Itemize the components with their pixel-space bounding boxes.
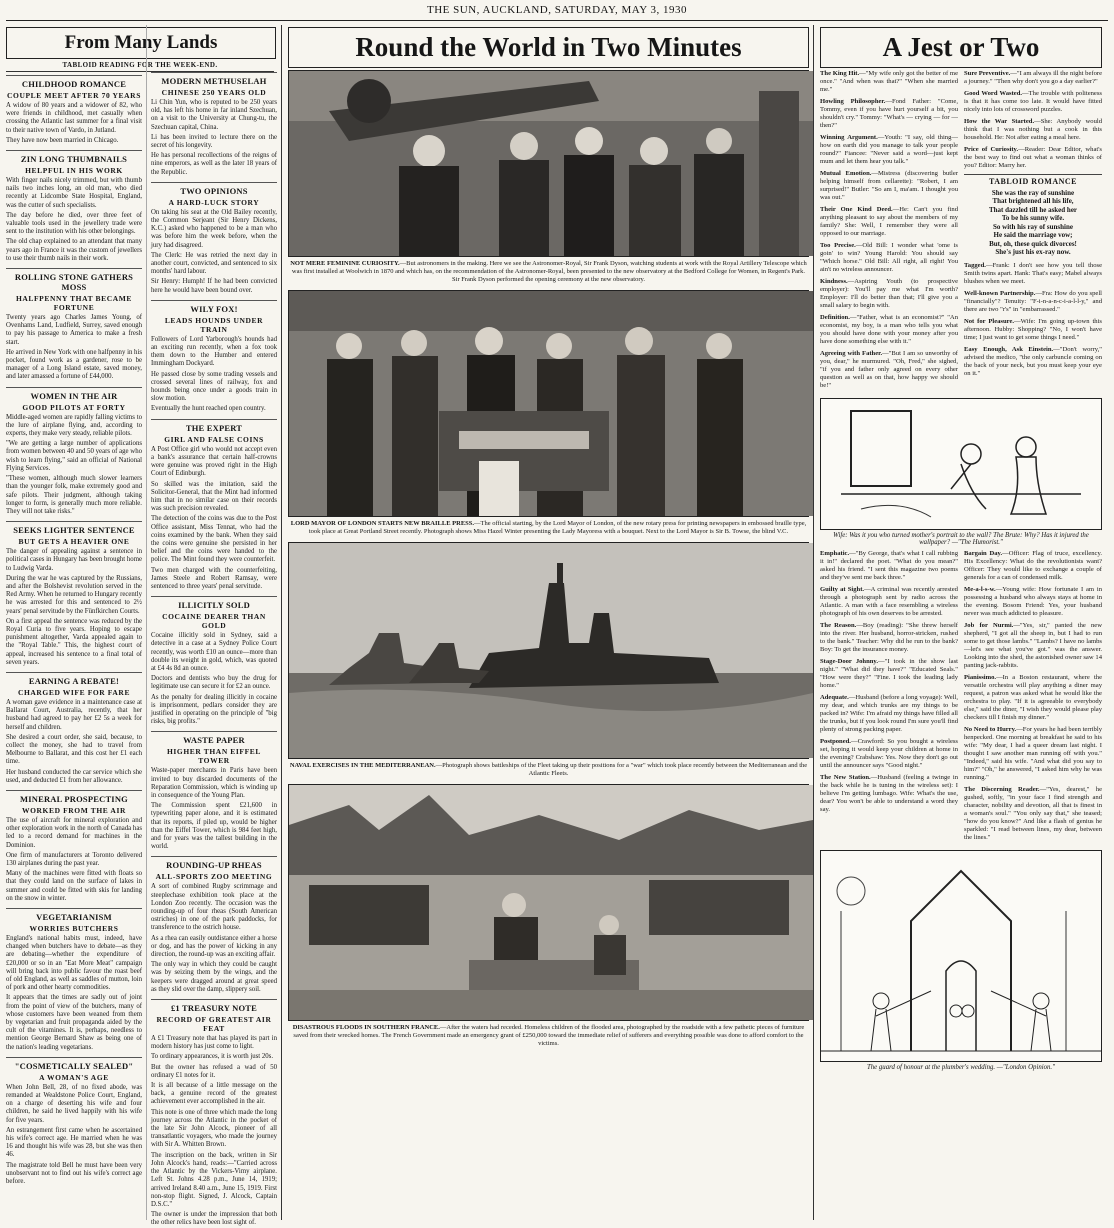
story-paragraph: During the war he was captured by the Russians, and after the Bolshevist revolution served in the Red Army. When he returned to Hungary recently he was arrested for this and sentenced to 2½ years' penal servitude by the Fünfkirchen Courts. <box>6 574 142 615</box>
joke-text: —Fond Father: "Come, Tommy, even if you have hurt yourself a bit, you shouldn't cry." Tommy: "What's — crying — for — then?" <box>820 98 958 129</box>
story <box>6 387 142 516</box>
story-headline: £1 TREASURY NOTE <box>151 999 277 1013</box>
joke <box>964 146 1102 170</box>
joke-title: Guilty at Sight. <box>820 586 865 593</box>
joke-text: —"Father, what is an economist?" "An economist, my boy, is a man who tells you what you should have done with your money after you have done something else with it." <box>820 314 958 345</box>
story-paragraph: On a first appeal the sentence was reduced by the Royal Curia to five years. Hoping to escape punishment altogether, Varda appealed again to the "Royal Table." This, the highest court of appeal, increased his sentence to a final total of seven years. <box>6 617 142 666</box>
story <box>151 72 277 177</box>
story-subheadline: HELPFUL IN HIS WORK <box>25 166 123 176</box>
caption-astronomers: NOT MERE FEMININE CURIOSITY.—But astronomers in the making. Here we see the Astronomer-Royal, Sir Frank Dyson, watching students at work with the Royal Artillery Telescope which was first installed at Woolwich in 1870 and which has, on the recommendation of the Astronomer-Royal, been presented to the new observatory at the Bedford College for Women, in Regent's Park. Sir Frank Dyson performed the opening ceremony at the new observatory. <box>290 260 807 283</box>
joke-title: Postponed. <box>820 738 851 745</box>
joke <box>820 350 958 390</box>
story-paragraph: Eventually the hunt reached open country. <box>151 405 266 413</box>
cartoon-portrait-caption: Wife: Was it you who turned mother's portrait to the wall? The Brute: Why? Has it injured the wallpaper? —"The Humorist." <box>833 532 1089 546</box>
story-paragraph: Doctors and dentists who buy the drug for legitimate use can secure it for £2 an ounce. <box>151 675 277 691</box>
joke-title: Price of Curiosity. <box>964 146 1019 153</box>
story-headline: WASTE PAPER <box>151 731 277 745</box>
story <box>6 150 142 263</box>
story-subheadline: WORRIES BUTCHERS <box>29 924 119 934</box>
joke-title: Howling Philosopher. <box>820 98 886 105</box>
story-headline: TWO OPINIONS <box>151 182 277 196</box>
story-paragraph: Cocaine illicitly sold in Sydney, said a detective in a case at a Sydney Police Court recently, was worth £10 an ounce—more than double its weight in gold, which, was quoted at £4 4s 8d an ounce. <box>151 632 277 672</box>
joke-text: —"By George, that's what I call rubbing it in!" declared the poet. "What do you mean?" asked his friend. "I sent this magazine two poems and they've sent me back three." <box>820 550 958 581</box>
joke-title: Winning Argument. <box>820 134 878 141</box>
joke-text: —Old Bill: I wonder what 'ome is goin' to win? Young Harold: You should say "Which horse." Old Bill: All right, all right! You ain't no wireless announcer. <box>820 242 958 273</box>
joke <box>964 726 1102 782</box>
joke <box>820 550 958 582</box>
title-spacer <box>151 25 277 72</box>
joke <box>964 262 1102 286</box>
jokes-column-a <box>820 70 958 394</box>
joke-title: Tagged. <box>964 261 986 269</box>
story-paragraph: But the owner has refused a wad of 50 ordinary £1 notes for it. <box>151 1063 277 1079</box>
story <box>151 731 277 851</box>
story-paragraph: Li Chin Yun, who is reputed to be 250 years old, has left his home in far inland Szechuan, on a visit to the University at Chung-tu, the Szechuan capital, China. <box>151 99 277 131</box>
story-paragraph: A £1 Treasury note that has played its part in modern history has just come to light. <box>151 1035 277 1051</box>
joke <box>820 70 958 94</box>
story-subheadline: BUT GETS A HEAVIER ONE <box>18 537 130 547</box>
story-paragraph: As a rhea can easily outdistance either a horse or dog, and has the power of kicking in any direction, the round-up was an exciting affair. <box>151 934 277 959</box>
story-paragraph: The old chap explained to an attendant that many years ago in France it was the custom of jewellers to use their thumb nails in their work. <box>6 238 142 262</box>
round-the-world-section <box>288 25 814 1220</box>
story <box>151 182 277 295</box>
story-paragraph: A widow of 80 years and a widower of 82, who were friends in childhood, met casually when crossing the Atlantic last summer for a final visit to their native town of Vardo, in Jutland. <box>6 102 142 134</box>
story-paragraph: Waste-paper merchants in Paris have been invited to buy discarded documents of the Reparation Commission, which is winding up in consequence of the Young Plan. <box>151 767 277 799</box>
caption-floods-france: DISASTROUS FLOODS IN SOUTHERN FRANCE.—After the waters had receded. Homeless children of the flooded area, photographed by the roadside with a few pathetic pieces of furniture saved from their wrecked homes. The French Government made an emergency grant of £250,000 toward the immediate relief of sufferers and everything possible was done to afford comfort to the victims. <box>292 1024 805 1047</box>
joke-text: —Wife: I'm going up-town this afternoon. Hubby: Shopping? "No, I won't have time; I just want to get some things I need." <box>964 317 1102 341</box>
jokes-list-c <box>964 262 1102 378</box>
jokes-top <box>820 70 1102 394</box>
story <box>6 75 142 145</box>
joke-text: —Young wife: How fortunate I am in possessing a husband who always stays at home in the evening. Bosom Friend: Yes, your husband never was much addicted to pleasure. <box>964 586 1102 617</box>
masthead: THE SUN, AUCKLAND, SATURDAY, MAY 3, 1930 <box>6 4 1108 21</box>
story-paragraph: The Commission spent £21,600 in typewriting paper alone, and it is estimated that its reports, if piled up, would be higher than the Eiffel Tower, which is 984 feet high, and for years was the tallest building in the world. <box>151 802 277 851</box>
joke-title: The Discerning Reader. <box>964 786 1040 793</box>
story-headline: CHILDHOOD ROMANCE <box>6 75 142 89</box>
joke <box>964 622 1102 670</box>
story-paragraph: A sort of combined Rugby scrimmage and steeplechase exhibition took place at the London Zoo recently. The occasion was the rounding-up of four rheas (South American ostriches) in one of the park paddocks, for transference to the ostrich house. <box>151 883 277 932</box>
story <box>6 1057 142 1186</box>
story-paragraph: Li has been invited to lecture there on the secret of his longevity. <box>151 133 277 150</box>
photo-floods-france <box>288 784 809 1021</box>
joke <box>964 318 1102 342</box>
story-headline: THE EXPERT <box>151 419 277 433</box>
left-column-b <box>146 25 277 1227</box>
photo-naval-exercises <box>288 542 809 759</box>
jokes-middle <box>820 550 1102 846</box>
poem-lines <box>964 189 1102 257</box>
story-subheadline: CHARGED WIFE FOR FARE <box>17 687 131 697</box>
joke-text: —Frank: I don't see how you tell those Smith twins apart. Hank: That's easy; Mabel always blushes when we meet. <box>964 261 1102 285</box>
story-paragraph: The inscription on the back, written in Sir John Alcock's hand, reads:—"Carried across the Atlantic by the Vickers-Vimy airplane. Left St. Johns 4.28 p.m., June 14, 1919; arrived Ireland 8.40 a.m., June 15, 1919. First non-stop flight. Signed, J. Alcock, Captain D.S.C." <box>151 1151 277 1208</box>
story-paragraph: A Post Office girl who would not accept even a bank's assurance that certain half-crowns were genuine was proved right in the High Court of Edinburgh. <box>151 445 277 478</box>
joke-title: Kindness. <box>820 278 848 285</box>
story-paragraph: They have now been married in Chicago. <box>6 136 119 144</box>
story-headline: EARNING A REBATE! <box>6 672 142 686</box>
joke-text: —Mistress (discovering butler helping himself from cellarette): "Robert, I am surprised!" Butler: "So am I, ma'am. I thought you was out." <box>820 170 959 201</box>
section-title-from-many-lands: From Many Lands <box>6 27 276 59</box>
story-paragraph: This note is one of three which made the long journey across the Atlantic in the pocket of the late Sir John Alcock, pioneer of all transatlantic voyagers, who made the journey with Sir A. Whitten Brown. <box>151 1108 277 1149</box>
story-headline: SEEKS LIGHTER SENTENCE <box>6 521 142 535</box>
joke-title: Bargain Day. <box>964 550 1003 557</box>
jest-or-two-section <box>820 25 1102 1220</box>
tabloid-romance-poem <box>964 174 1102 257</box>
joke-title: Emphatic. <box>820 550 850 557</box>
story-paragraph: The day before he died, over three feet of valuable tools used in the jewellery trade were sent to the institution with his other belongings. <box>6 211 142 236</box>
story <box>6 790 142 903</box>
story-paragraph: The detection of the coins was due to the Post Office assistant, Miss Tennat, who had the coins examined by the bank. When they said the coins were genuine she persisted in her belief and the coins were handed to the police. The Mint found they were counterfeit. <box>151 515 277 564</box>
story-headline: WILY FOX! <box>151 300 277 314</box>
section-title-jest: A Jest or Two <box>820 27 1102 68</box>
joke-title: Good Word Wasted. <box>964 90 1023 97</box>
story-subheadline: GOOD PILOTS AT FORTY <box>22 402 126 412</box>
story-subheadline: A HARD-LUCK STORY <box>168 197 260 207</box>
joke <box>964 786 1102 842</box>
story-paragraph: The owner is under the impression that both the other relics have been lost sight of. <box>151 1211 277 1227</box>
story-paragraph: "We are getting a large number of applications from women between 40 and 50 years of age who wish to learn flying," said an official of National Flying Services. <box>6 440 142 472</box>
story-paragraph: The use of aircraft for mineral exploration and other exploration work in the north of Canada has led to a record demand for machines in the Dominion. <box>6 816 142 849</box>
joke-title: No Need to Hurry. <box>964 726 1017 733</box>
story-paragraph: When John Bell, 28, of no fixed abode, was remanded at Wealdstone Police Court, England, on a charge of deserting his wife and four children, he said he lived happily with his wife for five years. <box>6 1083 142 1124</box>
poem-line: To be his sunny wife. <box>1001 214 1065 222</box>
joke-title: Easy Enough, Ask Einstein. <box>964 345 1054 353</box>
joke <box>820 774 958 814</box>
joke-title: Too Precise. <box>820 242 856 249</box>
story-paragraph: He has personal recollections of the reigns of nine emperors, as well as the later 18 years of the Republic. <box>151 152 277 176</box>
joke-text: —The trouble with politeness is that it has come too late. It would have fitted nicely into lots of crossword puzzles. <box>964 90 1102 113</box>
joke-text: —He: Can't you find anything pleasant to say about the members of my family? She: Well, I remember they were all opposed to our marriage. <box>820 206 958 237</box>
joke-text: —Fra: How do you spell "financially"? Tenuity: "F-i-n-a-n-c-i-a-l-l-y," and there are two "r's" in "embarrassed." <box>964 289 1102 313</box>
story <box>6 908 142 1052</box>
story-paragraph: The magistrate told Bell he must have been very unobservant not to find out his wife's correct age before. <box>6 1161 142 1186</box>
joke-text: —"My wife only got the better of me once." "And when was that?" "When she married me." <box>820 70 958 93</box>
story-paragraph: He arrived in New York with one halfpenny in his pocket, found work as a gardener, rose to be manager of a Long Island estate, saved money, and later amassed a fortune of £44,000. <box>6 348 142 381</box>
joke <box>964 346 1102 378</box>
joke-title: The King Hit. <box>820 70 860 77</box>
story-paragraph: Twenty years ago Charles James Young, of Ovenhams Land, Ludfield, Surrey, saved enough to pay his passage to America to make a fresh start. <box>6 314 142 346</box>
joke <box>964 90 1102 114</box>
story-headline: WOMEN IN THE AIR <box>6 387 142 401</box>
story-subheadline: COUPLE MEET AFTER 70 YEARS <box>7 91 141 100</box>
cartoon-plumber-caption: The guard of honour at the plumber's wedding. —"London Opinion." <box>867 1064 1055 1071</box>
story <box>151 596 277 726</box>
section-title-round-the-world: Round the World in Two Minutes <box>288 27 809 68</box>
joke-text: —Aspiring Youth (to prospective employer): You'll pay me what I'm worth? Employer: I'll do better than that; I'll give you a small salary to begin with. <box>820 278 958 309</box>
jokes-list-b <box>964 70 1102 170</box>
joke <box>964 550 1102 582</box>
story-paragraph: Two men charged with the counterfeiting, James Steele and Robert Ramsay, were sentenced to three years' penal servitude. <box>151 566 277 590</box>
joke-text: —"Yes, dearest," he gushed, softly, "in your face I find strength and character, nobility and devotion, all that is finest in a woman's soul." "You only say that," she teased; "how do you know?" And like a flash of genius he sparkled: "I read between lines, my dear, between the lines." <box>964 786 1102 841</box>
story-paragraph: One firm of manufacturers at Toronto delivered 130 airplanes during the past year. <box>6 851 142 867</box>
joke-text: —"I took in the show last night." "What did they have?" "Educated Seals." "How were they?" "Fine. I took the leading lady home." <box>820 658 958 689</box>
joke-text: —A criminal was recently arrested through a photograph sent by radio across the Atlantic. A man with a face resembling a wireless photograph of his own deserves to be arrested. <box>820 586 958 617</box>
story-headline: ROLLING STONE GATHERS MOSS <box>6 268 142 292</box>
story-subheadline: HALFPENNY THAT BECAME FORTUNE <box>15 294 133 313</box>
cartoon-portrait <box>820 398 1102 530</box>
joke <box>820 622 958 654</box>
story <box>151 999 277 1227</box>
joke <box>820 170 958 202</box>
story-paragraph: Followers of Lord Yarborough's hounds had an exciting run recently, when a fox took them down to the Humber and entered Immingham Dockyard. <box>151 335 277 368</box>
poem-line: That dazzled till he asked her <box>988 205 1078 214</box>
story-paragraph: An estrangement first came when he ascertained his wife's correct age. He married when he was 16 and thought his wife was 28, but she was then 46. <box>6 1126 142 1159</box>
joke-text: —Boy (reading): "She threw herself into the river. Her husband, horror-stricken, rushed to the bank." Teacher: Why did he run to the bank? Boy: To get the insurance money. <box>820 622 958 653</box>
joke <box>964 290 1102 314</box>
joke-text: —For years he had been terribly henpecked. One morning at breakfast he said to his wife: "My dear, I had a queer dream last night. I thought I saw another man running off with you." "Indeed," said his wife. "And what did you say to him?" "Oh," he answered, "I asked him why he was running." <box>964 726 1102 781</box>
joke-title: Sure Preventive. <box>964 70 1011 77</box>
jokes-column-e <box>964 550 1102 846</box>
story-paragraph: Sir Henry: Humph! If he had been convicted here he would have been bound over. <box>151 278 277 294</box>
joke-title: Well-known Partnership. <box>964 289 1036 297</box>
joke <box>964 586 1102 618</box>
story-subheadline: RECORD OF GREATEST AIR FEAT <box>156 1015 272 1034</box>
story-headline: ILLICITLY SOLD <box>151 596 277 610</box>
story-paragraph: The only way in which they could be caught was by seizing them by the wings, and the keepers were dragged around at great speed as they slid over the damp, slippery soil. <box>151 961 277 993</box>
joke-title: Their One Kind Deed. <box>820 206 893 213</box>
story-paragraph: He passed close by some trading vessels and crossed several lines of railway, fox and hounds being once under a goods train in slow motion. <box>151 370 277 403</box>
story-paragraph: England's national habits must, indeed, have changed when butchers have to debate—as they are debating—whether the expenditure of £20,000 or so in an "Eat More Meat" campaign will bring back into public favour the roast beef of old England, as well as saddles of mutton, loin of pork and other hearty commodities. <box>6 935 142 992</box>
joke <box>820 694 958 734</box>
poem-line: That brightened all his life, <box>992 197 1074 205</box>
story <box>6 672 142 785</box>
photo-astronomers <box>288 70 809 257</box>
joke-title: Pianissimo. <box>964 674 997 681</box>
joke-title: Agreeing with Father. <box>820 350 883 357</box>
story-headline: MINERAL PROSPECTING <box>6 790 142 804</box>
story-paragraph: To ordinary appearances, it is worth just 20s. <box>151 1053 274 1061</box>
from-many-lands-section <box>6 25 282 1227</box>
poem-line: But, oh, these quick divorces! <box>989 239 1077 248</box>
story <box>151 300 277 414</box>
poem-line: She's just his ex-ray now. <box>995 248 1071 256</box>
joke-title: The New Station. <box>820 774 871 781</box>
joke-title: How the War Started. <box>964 118 1035 125</box>
joke-title: Me-a-l-s-w. <box>964 586 996 593</box>
joke <box>820 658 958 690</box>
poem-line: She was the ray of sunshine <box>991 188 1075 197</box>
story-paragraph: The Clerk: He was retried the next day in another court, convicted, and sentenced to six months' hard labour. <box>151 251 277 276</box>
cartoon-plumber-wedding <box>820 850 1102 1062</box>
joke <box>820 98 958 130</box>
story-subheadline: COCAINE DEARER THAN GOLD <box>162 612 266 631</box>
joke <box>820 314 958 346</box>
photo-braille-press <box>288 290 809 517</box>
story-headline: MODERN METHUSELAH <box>151 72 277 86</box>
story-headline: ROUNDING-UP RHEAS <box>151 856 277 870</box>
story-paragraph: Many of the machines were fitted with floats so that they could land on the surface of lakes in summer and could be fitted with skis for landing on the snow in winter. <box>6 870 142 902</box>
joke-text: —"I am always ill the night before a journey." "Then why don't you go a day earlier?" <box>964 70 1102 85</box>
story-paragraph: She desired a court order, she said, because, to collect the money, she had to travel from Melbourne to Ballarat, and this cost her £1 each time. <box>6 733 142 766</box>
story <box>151 419 277 591</box>
joke-title: Not for Pleasure. <box>964 317 1015 325</box>
story-paragraph: So skilled was the imitation, said the Solicitor-General, that the Mint had informed him that in no similar case on their records was such precision revealed. <box>151 480 277 513</box>
story-subheadline: CHINESE 250 YEARS OLD <box>161 88 267 97</box>
joke <box>964 118 1102 142</box>
story-headline: VEGETARIANISM <box>6 908 142 922</box>
joke <box>820 206 958 238</box>
caption-naval-exercises: NAVAL EXERCISES IN THE MEDITERRANEAN.—Photograph shows battleships of the Fleet taking up their positions for a "war" which took place recently between the Mediterranean and the Atlantic Fleets. <box>289 762 808 777</box>
joke-title: Mutual Emotion. <box>820 170 872 177</box>
story-subheadline: A WOMAN'S AGE <box>39 1072 109 1082</box>
story-paragraph: It is all because of a little message on the back, a genuine record of the greatest achievement ever accomplished in the air. <box>151 1082 277 1106</box>
story-paragraph: With finger nails nicely trimmed, but with thumb nails two inches long, an old man, who died recently at Lidcombe State Hospital, England, was the cutter of such specialists. <box>6 177 142 209</box>
story-subheadline: GIRL AND FALSE COINS <box>164 434 264 444</box>
joke-text: —"But I am so unworthy of you, dear," he murmured. "Oh, Fred," she sighed, "if you and father only agreed on every other question as well as on that, how happy we should be!" <box>820 350 958 389</box>
joke-title: The Reason. <box>820 622 857 629</box>
story-subheadline: LEADS HOUNDS UNDER TRAIN <box>164 315 264 334</box>
story-headline: ZIN LONG THUMBNAILS <box>6 150 142 164</box>
story <box>6 521 142 667</box>
joke-text: —Youth: "I say, old thing—how on earth did you manage to talk your people round?" Fiancee: "Never said a word—just kept mum and let them hear you talk." <box>820 134 958 165</box>
joke <box>964 674 1102 722</box>
story-paragraph: A woman gave evidence in a maintenance case at Ballarat Court, Australia, recently, that her husband had agreed to pay her £2 5s a week for herself and children. <box>6 698 142 731</box>
section-tagline: TABLOID READING FOR THE WEEK-END. <box>6 61 274 72</box>
joke <box>820 242 958 274</box>
poem-title: TABLOID ROMANCE <box>988 177 1078 186</box>
joke-title: Adequate. <box>820 694 849 701</box>
joke <box>820 586 958 618</box>
story <box>151 856 277 994</box>
story-subheadline: ALL-SPORTS ZOO MEETING <box>155 872 273 882</box>
story-subheadline: HIGHER THAN EIFFEL TOWER <box>166 747 261 766</box>
joke-text: —Crawford: So you bought a wireless set, hoping it would keep your children at home in the evening? Crabshaw: Yes. Now they don't go out until the announcer says "Good night." <box>820 738 958 769</box>
joke-text: —"Yes, sir," panted the new shepherd, "I got all the sheep in, but I had to run some to get those lambs." "Lambs? I have no lambs—let's see what you've got." was the answer. Looking into the shed, the astonished owner saw 14 panting jack-rabbits. <box>964 622 1102 669</box>
story-headline: "COSMETICALLY SEALED" <box>6 1057 142 1071</box>
poem-line: He said the marriage vow; <box>993 231 1073 239</box>
joke-title: Definition. <box>820 314 850 321</box>
joke-text: —Husband (before a long voyage): Well, my dear, and which trunks are my things to be packed in? Wife: I'm afraid my things have filled all the trunks, but if you look round I'm sure you'll find plenty of strong packing paper. <box>820 694 958 733</box>
joke-text: —Reader: Dear Editor, what's the best way to find out what a woman thinks of you? Editor: Marry her. <box>964 146 1102 169</box>
joke-title: Job for Nurmi. <box>964 622 1014 629</box>
joke-text: —She: Anybody would think that I was nothing but a cook in this household. He: Not after eating a meal here. <box>964 118 1102 141</box>
joke-text: —"Don't worry," advised the medico, "the only carbuncle coming on the back of your neck, but you must keep your eye on it." <box>964 345 1103 377</box>
story-paragraph: The danger of appealing against a sentence in political cases in Hungary has been brought home to Ludwig Varda. <box>6 548 142 572</box>
story-paragraph: As the penalty for dealing illicitly in cocaine is imprisonment, pedlars consider they are justified in operating on the principle of "big risks, big profits." <box>151 693 277 726</box>
story-paragraph: Middle-aged women are rapidly falling victims to the lure of airplane flying, and, according to experts, they make very steady, reliable pilots. <box>6 413 142 438</box>
joke <box>820 278 958 310</box>
story <box>6 268 142 382</box>
jokes-column-d <box>820 550 958 846</box>
story-list-a <box>6 75 142 1186</box>
joke-text: —In a Boston restaurant, where the versatile orchestra will play anything a diner may request, a patron was asked what he would like the orchestra to play. "If it is agreeable to everybody else," said the diner, "I wish they would please play checkers till I finish my dinner." <box>964 674 1102 721</box>
columns <box>6 25 1108 1227</box>
joke <box>820 134 958 166</box>
joke-title: Stage-Door Johnny. <box>820 658 879 665</box>
story-paragraph: "These women, although much slower learners than the younger folk, make extremely good and safe pilots. Their judgment, although taking longer to form, is generally much more reliable. They will not take risks." <box>6 475 142 515</box>
joke <box>964 70 1102 86</box>
story-paragraph: On taking his seat at the Old Bailey recently, the Common Serjeant (Sir Henry Dickens, K.C.) asked who happened to be a man who was before him the week before, when the jury had disagreed. <box>151 208 277 249</box>
story-paragraph: Her husband conducted the car service which she used, and deducted £1 from her allowance. <box>6 768 142 784</box>
story-paragraph: It appears that the times are sadly out of joint from the point of view of the butchers, many of whose customers have been weaned from them by vegetarian and fruit propaganda aided by the cult of the vitamines. It is, perhaps, needless to mention George Bernard Shaw as being one of the nation's leading vegetarians. <box>6 994 142 1051</box>
joke <box>820 738 958 770</box>
joke-text: —Husband (feeling a twinge in the back while he is tuning in the wireless set): I believe I'm getting lumbago. Wife: What's the use, dear? You won't be able to understand a word they say. <box>820 774 958 813</box>
jokes-column-b <box>964 70 1102 394</box>
story-subheadline: WORKED FROM THE AIR <box>22 805 126 815</box>
story-list-b <box>151 72 277 1228</box>
poem-line: So with his ray of sunshine <box>993 222 1073 231</box>
joke-text: —Officer: Flag of truce, excellency. His Excellency: What do the revolutionists want? Officer: They would like to exchange a couple of generals for a can of condensed milk. <box>964 550 1102 581</box>
caption-braille-press: LORD MAYOR OF LONDON STARTS NEW BRAILLE PRESS.—The official starting, by the Lord Mayor of London, of the new rotary press for printing newspapers in embossed braille type, took place at Great Portland Street recently. Photograph shows Miss Hazel Winter presenting the Lady Mayoress with a bouquet. Next to the Lord Mayor is Sir B. Towse, the blind V.C. <box>290 520 807 535</box>
